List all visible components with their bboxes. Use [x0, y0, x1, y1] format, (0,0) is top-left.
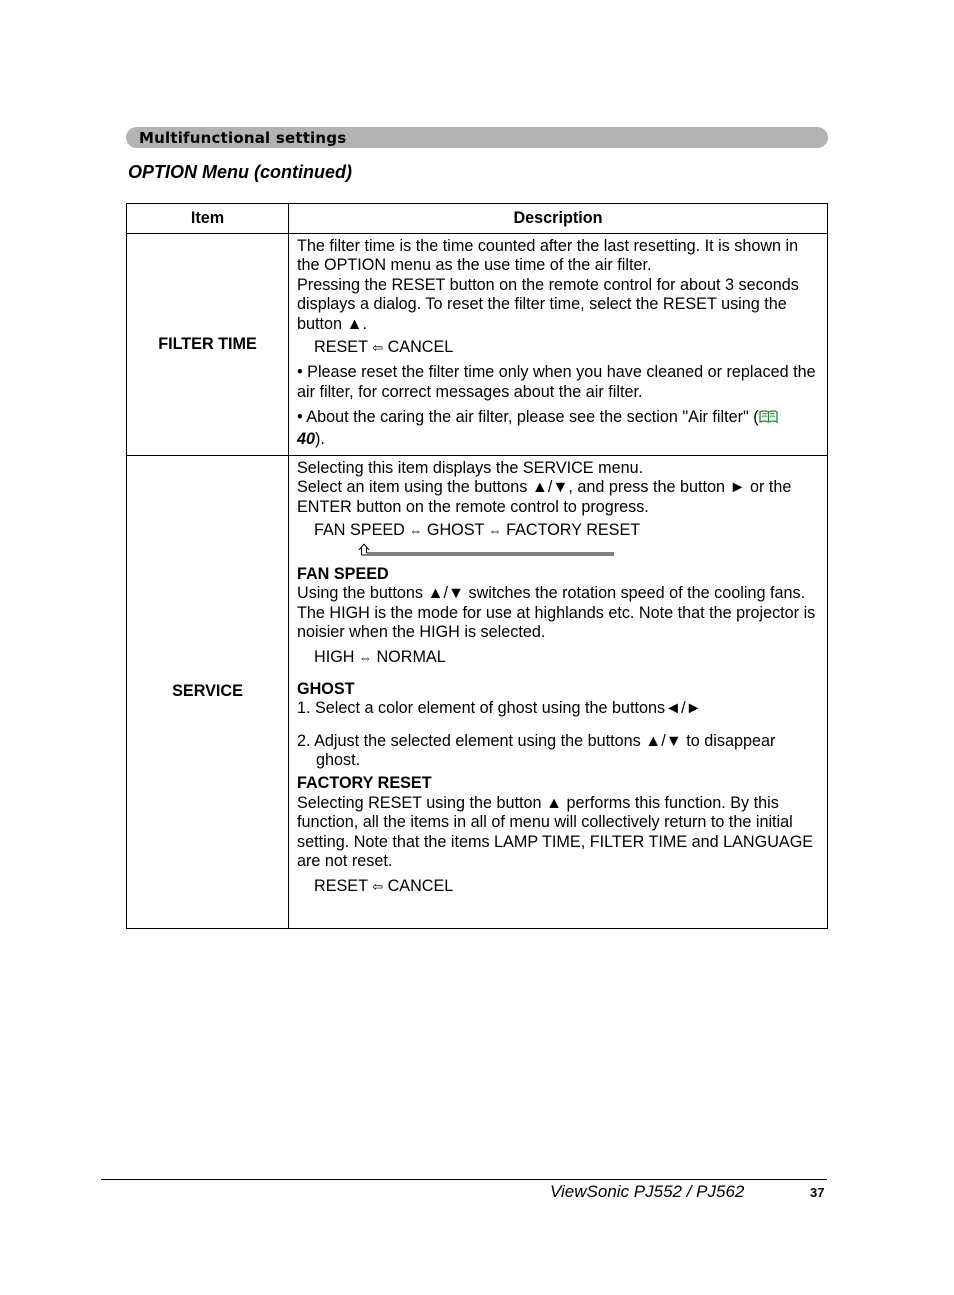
cycle-ghost: GHOST	[426, 521, 485, 540]
service-cycle	[297, 521, 819, 540]
section-header-bar	[126, 127, 828, 148]
left-arrow-icon: ⇦	[372, 879, 384, 895]
description-service	[289, 456, 828, 929]
option-table	[126, 203, 828, 929]
cycle-return-arrow	[314, 542, 819, 561]
book-icon	[759, 409, 778, 429]
item-filter-time: FILTER TIME	[127, 234, 289, 456]
return-arrow-icon	[314, 542, 614, 560]
filter-time-note2	[297, 408, 819, 449]
column-header-description: Description	[289, 204, 828, 234]
table-header-row	[127, 204, 828, 234]
column-header-item: Item	[127, 204, 289, 234]
ghost-heading: GHOST	[297, 679, 355, 698]
cycle-factory-reset: FACTORY RESET	[506, 521, 641, 540]
section-header-label: Multifunctional settings	[139, 129, 347, 147]
service-intro2: Select an item using the buttons ▲/▼, and press the button ► or the ENTER button on the remote control to progress.	[297, 478, 792, 516]
factory-reset-options	[297, 877, 819, 896]
filter-time-note1: • Please reset the filter time only when you have cleaned or replaced the air filter, for correct messages about the air filter.	[297, 363, 816, 401]
fan-speed-text: Using the buttons ▲/▼ switches the rotation speed of the cooling fans. The HIGH is the mode for use at highlands etc. Note that the projector is noisier when the HIGH is selected.	[297, 584, 816, 641]
footer-divider	[101, 1179, 827, 1180]
page-title: OPTION Menu (continued)	[128, 162, 352, 182]
factory-reset-text: Selecting RESET using the button ▲ performs this function. By this function, all the items in all of menu will collectively return to the initial setting. Note that the items LAMP TIME, FILTER TIME and LANGUAGE are not reset.	[297, 793, 814, 870]
fan-high-option: HIGH	[314, 648, 355, 667]
filter-reset-options	[297, 338, 819, 357]
ghost-step1: 1. Select a color element of ghost using the buttons◄/►	[297, 699, 702, 718]
factory-reset-heading: FACTORY RESET	[297, 774, 432, 793]
factory-cancel-option: CANCEL	[387, 877, 454, 896]
filter-time-note2-end: ).	[315, 429, 325, 448]
description-filter-time	[289, 234, 828, 456]
filter-time-note2-text: • About the caring the air filter, please see the section "Air filter" (	[297, 408, 759, 427]
both-arrow-icon: ⇔	[358, 650, 372, 666]
factory-reset-option: RESET	[314, 877, 368, 896]
fan-speed-heading: FAN SPEED	[297, 564, 389, 583]
fan-speed-options	[297, 648, 819, 667]
filter-time-line1: The filter time is the time counted after the last resetting. It is shown in the OPTION menu as the use time of the air filter.	[297, 237, 799, 275]
ghost-step2: 2. Adjust the selected element using the buttons ▲/▼ to disappear ghost.	[297, 731, 776, 769]
table-row-service	[127, 456, 828, 929]
page-number: 37	[810, 1185, 825, 1200]
filter-time-line2: Pressing the RESET button on the remote control for about 3 seconds displays a dialog. To reset the filter time, select the RESET using the button ▲.	[297, 275, 799, 333]
both-arrow-icon: ⇔	[409, 523, 423, 539]
service-intro1: Selecting this item displays the SERVICE menu.	[297, 459, 644, 478]
filter-reset-option: RESET	[314, 338, 368, 357]
item-service: SERVICE	[127, 456, 289, 929]
fan-normal-option: NORMAL	[376, 648, 446, 667]
footer-brand: ViewSonic PJ552 / PJ562	[550, 1182, 745, 1201]
table-row-filter-time	[127, 234, 828, 456]
cycle-fan-speed: FAN SPEED	[314, 521, 405, 540]
both-arrow-icon: ⇔	[488, 523, 502, 539]
page-reference[interactable]: 40	[297, 429, 316, 448]
left-arrow-icon: ⇦	[372, 340, 384, 356]
filter-cancel-option: CANCEL	[387, 338, 454, 357]
